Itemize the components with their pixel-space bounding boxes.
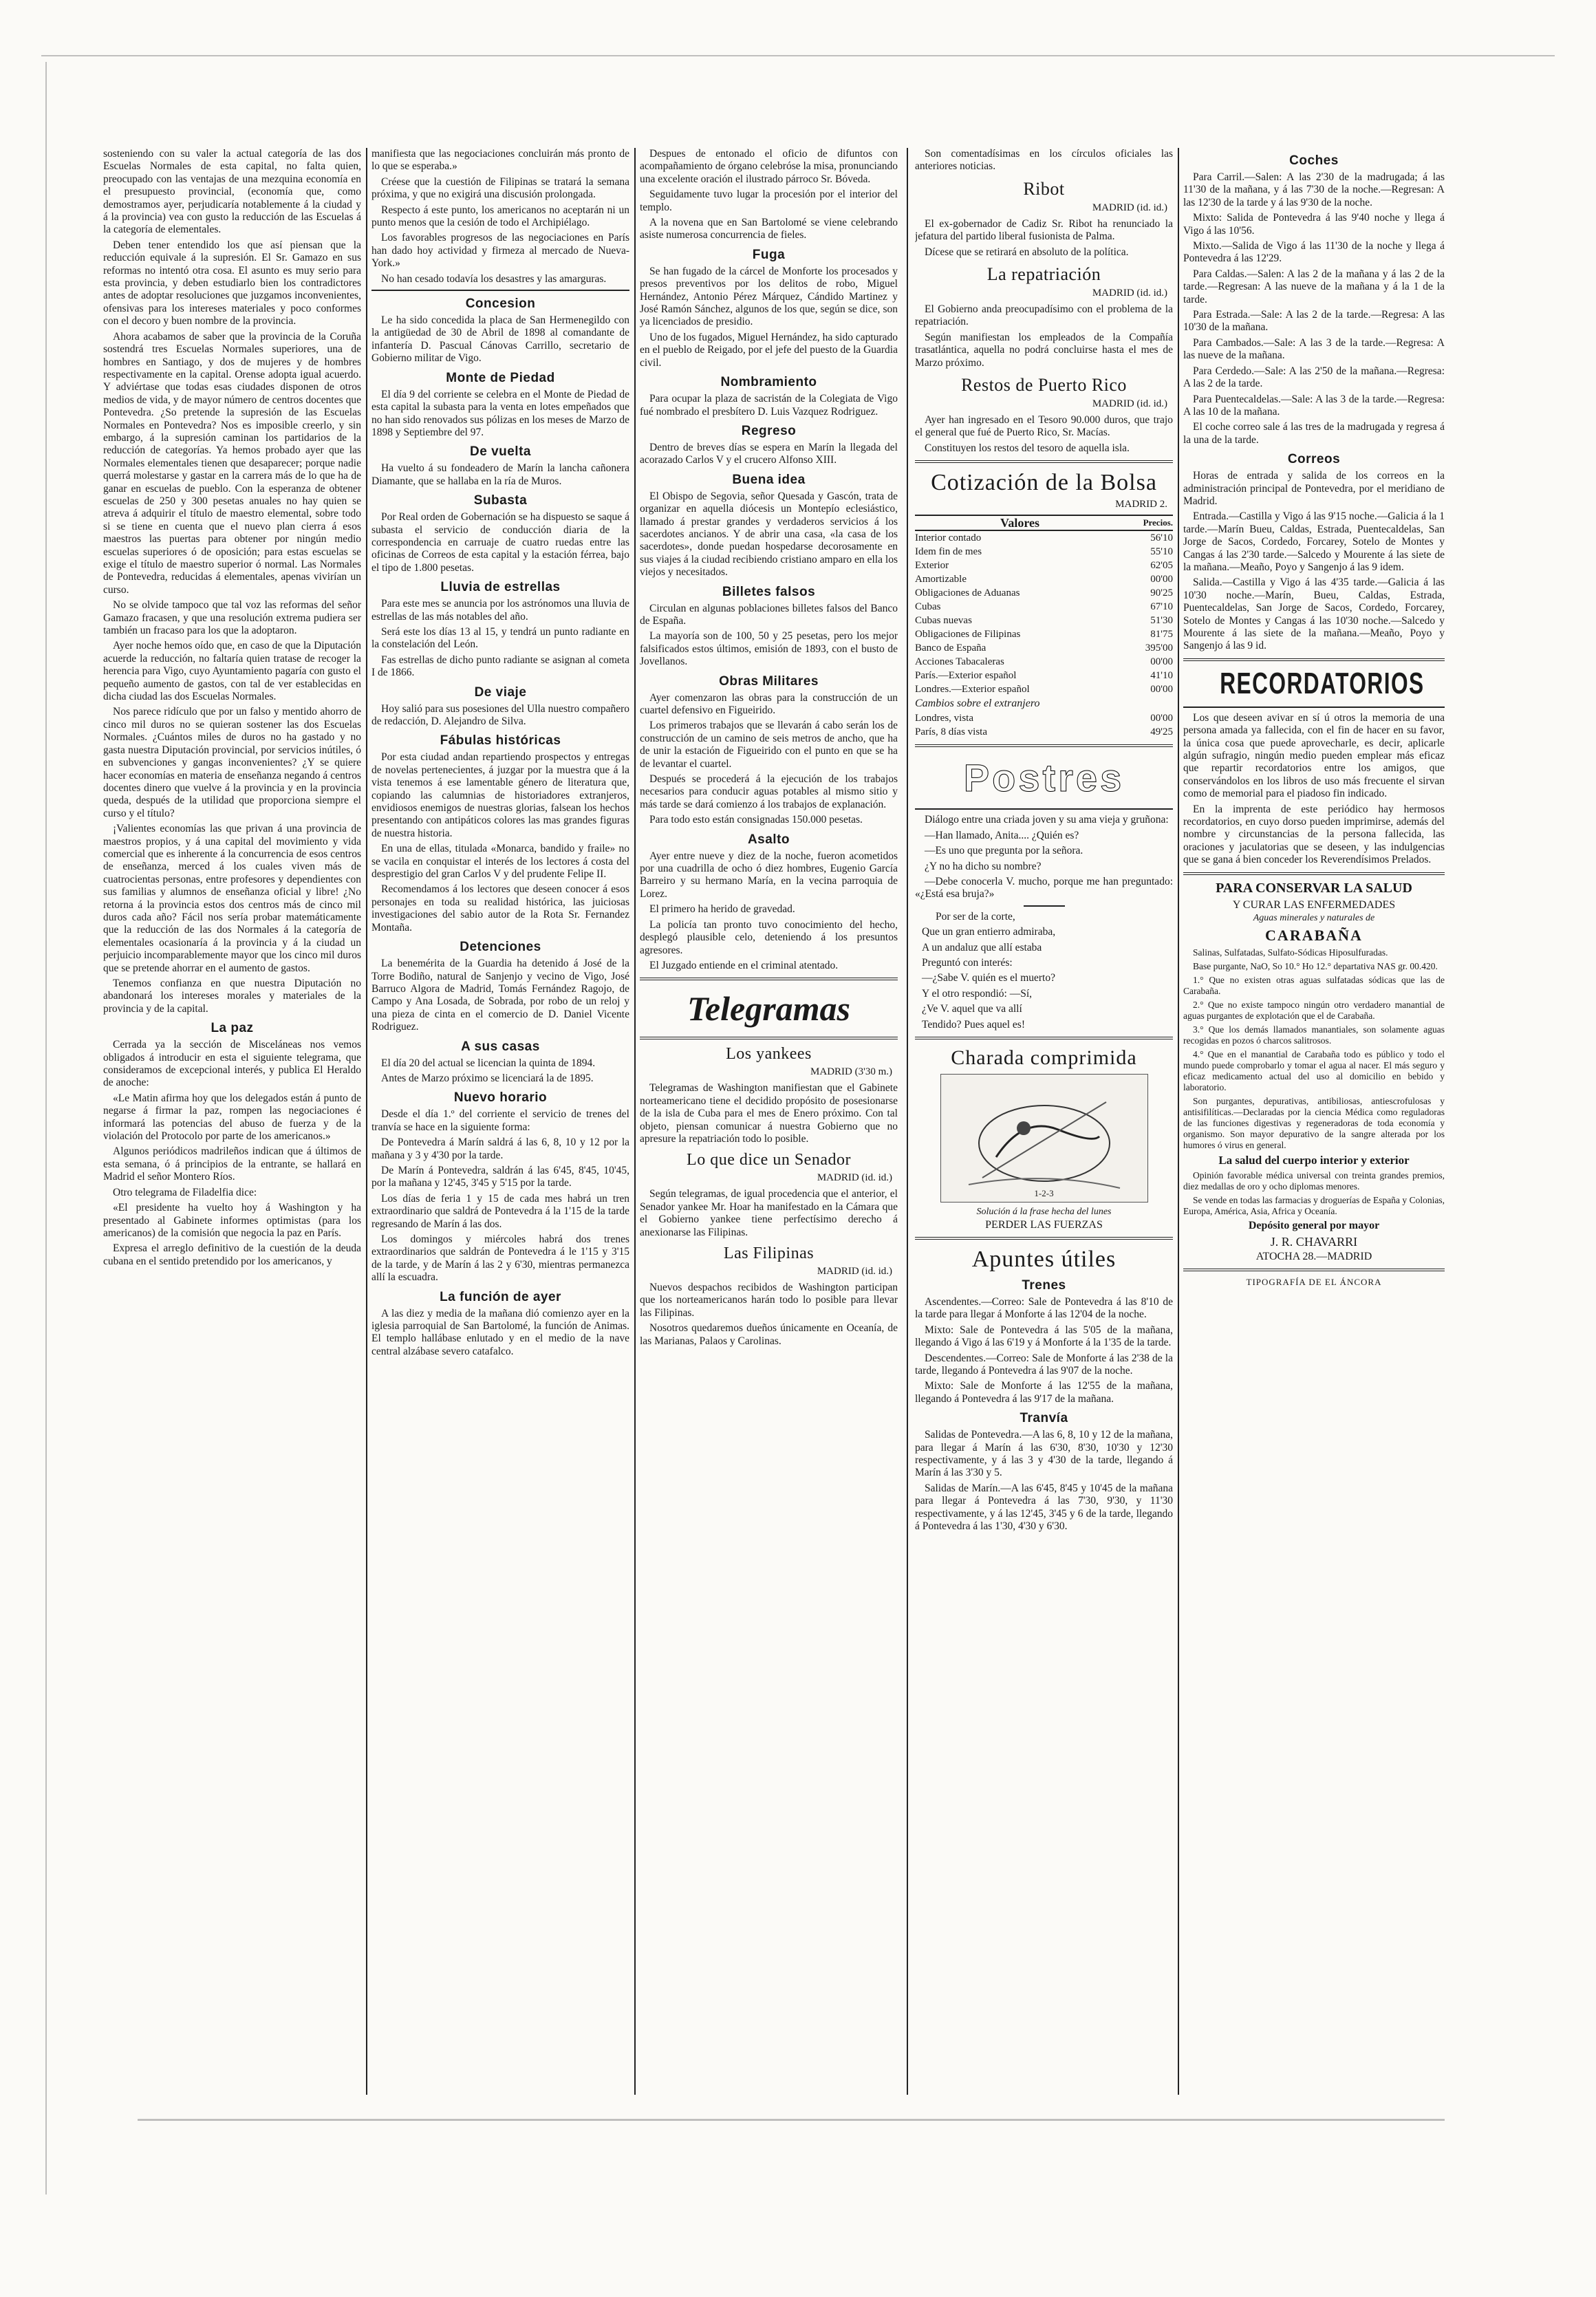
paragraph: sosteniendo con su valer la actual categoría de las dos Escuelas Normales de esta capital, no falta quien, preocupado con las ventajas de una mezquina economía en el presupuesto provincial, (economía que, como demostramos ayer, perjudicaría notablemente á la ciudad y á la provincia) vea con gusto la reducción de las Escuelas á la categoría de elementales. (103, 148, 361, 236)
telegramas-banner: Telegramas (687, 989, 851, 1028)
verse-line: Por ser de la corte, (936, 910, 1015, 923)
paragraph: En una de ellas, titulada «Monarca, bandido y fraile» no se vacila en conquistar el interés de los lectores á costa del desprestigio del gran Carlos V y del prudente Felipe II. (371, 843, 629, 881)
paragraph: Fas estrellas de dicho punto radiante se asignan al cometa I de 1866. (371, 654, 629, 679)
paragraph: Seguidamente tuvo lugar la procesión por el interior del templo. (640, 188, 898, 213)
section-heading: Las Filipinas (723, 1244, 815, 1262)
paragraph: Ayer han ingresado en el Tesoro 90.000 duros, que trajo el general que fué de Puerto Rico, Sr. Macías. (915, 414, 1173, 439)
paragraph: Para Cambados.—Sale: A las 3 de la tarde.—Regresa: A las nueve de la mañana. (1183, 336, 1445, 362)
section-heading: Correos (1287, 452, 1341, 467)
paragraph: No se olvide tampoco que tal voz las reformas del señor Gamazo fracasen, y que una resolución extrema pudiera ser también un fracaso para los que la adoptaron. (103, 599, 361, 637)
section-heading: Restos de Puerto Rico (961, 375, 1127, 396)
table-row (915, 600, 1173, 614)
table-row (915, 725, 1173, 739)
column-rule-2 (634, 148, 636, 2095)
divider (1183, 658, 1445, 661)
paragraph: En la imprenta de este periódico hay hermosos recordatorios, en cuyo dorso pueden imprimirse, además del nombre y circunstancias de la persona fallecida, las oraciones y jaculatorias que se deseen, y las indulgencias que se gana á bien conceder los Reverendísimos Prelados. (1183, 803, 1445, 866)
section-heading: Subasta (473, 493, 528, 508)
dateline: MADRID (id. id.) (1092, 202, 1167, 213)
paragraph: El primero ha herido de gravedad. (649, 903, 795, 916)
paragraph: 4.° Que en el manantial de Carabaña todo es público y todo el mundo puede comprobarlo y tomar el agua al nacer. El más seguro y eficaz medicamento actual del uso al domicilio en bebido y laboratorio. (1183, 1048, 1445, 1092)
column-rule-3 (907, 148, 908, 2095)
paragraph: De Pontevedra á Marín saldrá á las 6, 8, 10 y 12 por la mañana y 3 y 4'30 por la tarde. (371, 1136, 629, 1161)
valores-body (915, 530, 1173, 696)
dateline: MADRID (3'30 m.) (810, 1066, 892, 1078)
verse-line: Tendido? Pues aquel es! (922, 1018, 1025, 1031)
paragraph: Descendentes.—Correo: Sale de Monforte á las 2'38 de la tarde, llegando á Pontevedra á las 9'07 de la noche. (915, 1352, 1173, 1377)
paragraph: Para Puentecaldelas.—Sale: A las 3 de la tarde.—Regresa: A las 10 de la mañana. (1183, 393, 1445, 418)
value-price: 41'10 (1150, 670, 1173, 682)
postres-banner: Postres (963, 756, 1125, 800)
table-row (915, 627, 1173, 641)
paragraph: Según telegramas, de igual procedencia que el anterior, el Senador yankee Mr. Hoar ha manifestado en la Cámara que el Gobierno yankee tiene perfectísimo derecho á anexionarse las Filipinas. (640, 1188, 898, 1238)
paragraph: Se han fugado de la cárcel de Monforte los procesados y presos preventivos por los delitos de robo, Miguel Hernández, Antonio Pérez Márquez, Cándido Martinez y José Ramón Sánchez, algunos de los que, según se dice, son ya licenciados de presidio. (640, 265, 898, 328)
paragraph: Recomendamos á los lectores que deseen conocer á esos personajes en toda su realidad histórica, las juiciosas investigaciones del sabio autor de la Rota Sr. Fernandez Montaña. (371, 883, 629, 934)
salud-heading: PARA CONSERVAR LA SALUD (1216, 880, 1412, 896)
paragraph: Para ocupar la plaza de sacristán de la Colegiata de Vigo fué nombrado el presbítero D. Luis Vazquez Rodriguez. (640, 393, 898, 418)
carabana-heading: CARABAÑA (1265, 926, 1363, 944)
verse-line: —¿Sabe V. quién es el muerto? (922, 972, 1055, 984)
paragraph: Nos parece ridículo que por un falso y mentido ahorro de cinco mil duros no se quieran sostener las dos Escuelas Normales. ¿Cuántos miles de duros no ha gastado y no gasta nuestra Diputación provincial, por servicios inútiles, ó en subvenciones y gangas inconvenientes? ¿Y se quiere hacer economías en materia de enseñanza negando á centros docentes dinero que vuelve á la provincia y en la provincia queda, después de la utilidad que proporciona siempre el curso y el título? (103, 706, 361, 819)
verse-line: Y el otro respondió: —Sí, (922, 987, 1033, 1000)
table-row (915, 669, 1173, 682)
divider (915, 808, 1173, 810)
column-rule-1 (366, 148, 367, 2095)
paragraph: Nosotros quedaremos dueños únicamente en Oceanía, de las Marianas, Palaos y Carolinas. (640, 1322, 898, 1347)
paragraph: Constituyen los restos del tesoro de aquella isla. (925, 442, 1130, 454)
section-heading: Regreso (741, 423, 797, 438)
paragraph: Mixto: Salida de Pontevedra á las 9'40 noche y llega á Vigo á las 10'56. (1183, 212, 1445, 237)
table-header-row (915, 515, 1173, 530)
column-4 (915, 148, 1173, 2102)
paragraph: —Es uno que pregunta por la señora. (925, 845, 1083, 857)
paragraph: Circulan en algunas poblaciones billetes falsos del Banco de España. (640, 602, 898, 627)
table-row (915, 614, 1173, 627)
value-price: 55'10 (1150, 546, 1173, 558)
paragraph: Ahora acabamos de saber que la provincia de la Coruña sostendrá tres Escuelas Normales superiores, una de hombres en Santiago, y dos de mujeres y de hombres respectivamente en la capital. Orense adopta igual acuerdo. Y adviértase que todas esas ciudades disponen de otros medios de vida, y de mayor número de centros docentes que Pontevedra. ¿So pretende la supresión de las Escuelas Normales en Pontevedra? Nos es imposible creerlo, y sin embargo, á la supresión caminan los partidarios de la reducción de categorías. Ya hemos probado ayer que las Normales elementales tienen que desaparecer; porque nadie querrá molestarse y gastar en la carrera más de lo que ha de ganar en escuelas de pueblo. Con la esperanza de obtener escuelas de 250 y 300 pesetas anuales no hay quien se atreva á adquirir el título de maestro elemental, sobre todo si se tiene en cuenta que el nuevo plan cierra á esos maestros las puertas para obtener por ningún medio escuelas superiores ó de oposición; para estas escuelas se exige el título de maestro superior ó normal. Las Normales de Pontevedra, reducidas á elementales, apenas vivirían un curso. (103, 330, 361, 596)
section-heading: Monte de Piedad (446, 370, 555, 385)
table-row (915, 641, 1173, 655)
cambios-heading: Cambios sobre el extranjero (915, 698, 1040, 710)
value-price: 56'10 (1150, 532, 1173, 544)
section-heading: Fábulas históricas (440, 733, 561, 748)
table-row (915, 530, 1173, 545)
value-name: Idem fin de mes (915, 546, 982, 558)
paragraph: Los domingos y miércoles habrá dos trenes extraordinarios que saldrán de Pontevedra á le 1'15 y 3'15 de la tarde, y de Marín á las 2 y 6'30, mientras permanezca allí la escuadra. (371, 1233, 629, 1284)
paragraph: Mixto.—Salida de Vigo á las 11'30 de la noche y llega á Pontevedra á las 12'29. (1183, 240, 1445, 265)
column-5 (1183, 148, 1445, 2102)
divider (1183, 707, 1445, 708)
paragraph: Dícese que se retirará en absoluto de la política. (925, 246, 1129, 258)
paragraph: Le ha sido concedida la placa de San Hermenegildo con la antigüedad de 30 de Abril de 1898 al comandante de infantería D. Pascual Cánovas Carrillo, secretario de Gobierno militar de Vigo. (371, 314, 629, 365)
divider (915, 460, 1173, 463)
paragraph: Telegramas de Washington manifiestan que el Gabinete norteamericano tiene el decidido propósito de posesionarse de la isla de Cuba para el mes de Enero próximo. Con tal objeto, piensan comunicar á nuestra Gobierno que no apresure la repatriación todo lo posible. (640, 1082, 898, 1145)
paragraph: ¡Valientes economías las que privan á una provincia de maestros propios, y á una capital del movimiento y vida comercial que es inherente á la concurrencia de esos centros de enseñanza, merced á los cuales viven más de cuatrocientas personas, entre profesores y dependientes con sus familias y alumnos de enseñanza oficial y libre! ¿No retorna á la provincia estos dos centros más de cinco mil duros cada año? Fácil nos sería probar matemáticamente que la reducción de las dos Normales á la categoría de elementales ocasionaría á la provincia y á la ciudad un perjuicio incomparablemente mayor que los cinco mil duros que se pretende ahorrar en el aumento de gastos. (103, 823, 361, 974)
atocha-line: ATOCHA 28.—MADRID (1255, 1250, 1372, 1262)
paragraph: Para todo esto están consignadas 150.000 pesetas. (649, 814, 863, 826)
section-heading: Asalto (747, 832, 790, 847)
value-name: Londres, vista (915, 713, 973, 724)
divider (371, 290, 629, 291)
paragraph: Deben tener entendido los que así piensan que la reducción equivale á la supresión. El Sr. Gamazo en sus reformas no intentó otra cosa. El asunto es muy serio para esta provincia, y deben estudiarlo bien los contradictores antes de adoptar resoluciones que juzgamos inconvenientes, ofensivas para los intereses materiales y poco conformes con el decoro y buen nombre de la provincia. (103, 239, 361, 327)
paragraph: El día 9 del corriente se celebra en el Monte de Piedad de esta capital la subasta para la venta en lotes empeñados que no han sido renovados sus pólizas en los meses de Marzo de 1898 y Septiembre del 97. (371, 388, 629, 438)
paragraph: Desde el día 1.º del corriente el servicio de trenes del tranvía se hace en la siguiente forma: (371, 1108, 629, 1133)
paragraph: La policía tan pronto tuvo conocimiento del hecho, desplegó plausible celo, deteniendo á los presuntos agresores. (640, 918, 898, 956)
value-price: 00'00 (1150, 713, 1173, 724)
table-row (915, 655, 1173, 669)
paragraph: —Han llamado, Anita.... ¿Quién es? (925, 829, 1079, 841)
section-heading: Detenciones (460, 940, 541, 955)
printer-imprint: TIPOGRAFÍA DE EL ÁNCORA (1246, 1276, 1382, 1287)
section-heading: Buena idea (732, 472, 806, 487)
paragraph: Cerrada ya la sección de Misceláneas nos vemos obligados á introducir en esta el siguiente telegrama, que consideramos de excepcional interés, y publica El Heraldo de anoche: (103, 1039, 361, 1089)
dateline: MADRID (id. id.) (1092, 288, 1167, 299)
divider (915, 1037, 1173, 1039)
paragraph: Otro telegrama de Filadelfia dice: (113, 1186, 257, 1198)
scan-bottom-edge (138, 2119, 1445, 2121)
paragraph: Horas de entrada y salida de los correos en la administración principal de Pontevedra, por el meridiano de Madrid. (1183, 470, 1445, 507)
salud-subheading: Y CURAR LAS ENFERMEDADES (1232, 898, 1396, 911)
paragraph: El Juzgado entiende en el criminal atentado. (649, 959, 839, 971)
value-price: 67'10 (1150, 601, 1173, 613)
paragraph: El coche correo sale á las tres de la madrugada y regresa á la una de la tarde. (1183, 421, 1445, 446)
column-1 (103, 148, 361, 2102)
value-name: París.—Exterior español (915, 670, 1017, 682)
value-price: 90'25 (1150, 587, 1173, 599)
value-name: Acciones Tabacaleras (915, 656, 1004, 668)
section-heading: Nombramiento (720, 375, 817, 390)
scan-top-edge (41, 55, 1555, 56)
dateline: MADRID 2. (1115, 499, 1167, 510)
value-name: Interior contado (915, 532, 982, 544)
section-heading: Tranvía (1020, 1411, 1068, 1426)
paragraph: Uno de los fugados, Miguel Hernández, ha sido capturado en el pueblo de Reigado, por el jefe del puesto de la Guardia civil. (640, 331, 898, 369)
paragraph: Después se procederá á la ejecución de los trabajos necesarios para conducir aguas potables al mismo sitio y más tarde se dará comienzo á los trabajos de explanación. (640, 773, 898, 810)
value-name: Banco de España (915, 643, 986, 654)
paragraph: Base purgante, NaO, So 10.° Ho 12.° departativa NAS gr. 00.420. (1193, 960, 1438, 971)
value-name: Obligaciones de Filipinas (915, 629, 1021, 640)
paragraph: Para Carril.—Salen: A las 2'30 de la madrugada; á las 11'30 de la mañana, y á las 7'30 de la noche.—Regresan: A las 12'30 de la tarde y á las 9'30 de la noche. (1183, 171, 1445, 208)
column-3 (640, 148, 898, 2102)
paragraph: Será este los días 13 al 15, y tendrá un punto radiante en la constelación del León. (371, 625, 629, 651)
paragraph: Entrada.—Castilla y Vigo á las 9'15 noche.—Galicia á la 1 tarde.—Marín Bueu, Caldas, Estrada, Puentecaldelas, San Jorge de Sacos, Cordedo, Forcarey, Sotelo de Montes y Cangas á las 2'30 tarde.—Salcedo y Mourente á las siete de la mañana.—Meaño, Poyo y Sangenjo á las 9 idem. (1183, 510, 1445, 573)
deposito-line: Depósito general por mayor (1248, 1219, 1380, 1231)
section-heading: Billetes falsos (722, 584, 816, 599)
value-name: Londres.—Exterior español (915, 684, 1030, 695)
table-row (915, 682, 1173, 696)
paragraph: Ayer noche hemos oído que, en caso de que la Diputación acuerde la reducción, no faltaría quien tratase de recoger la herencia para Vigo, cuyo Ayuntamiento pagaría con gusto el pequeño aumento de gastos, con tal de ver establecidas en dicha ciudad las dos Escuelas Normales. (103, 640, 361, 703)
table-row (915, 559, 1173, 572)
hunter-illustration-icon (941, 1075, 1147, 1202)
paragraph: Salidas de Pontevedra.—A las 6, 8, 10 y 12 de la mañana, para llegar á Marín á las 6'30, 8'30, 10'30 y 12'30 respectivamente, y á las 3 y 4'30 de la tarde, llegando á Marín á las 3'30 y 5. (915, 1429, 1173, 1479)
value-name: Obligaciones de Aduanas (915, 587, 1020, 599)
divider (640, 1037, 898, 1039)
paragraph: Dentro de breves días se espera en Marín la llegada del acorazado Carlos V y el crucero Alfonso XIII. (640, 441, 898, 466)
paragraph: La mayoría son de 100, 50 y 25 pesetas, pero los mejor falsificados estos últimos, emisión de 1893, con el busto de Jovellanos. (640, 630, 898, 668)
paragraph: Para Cerdedo.—Sale: A las 2'50 de la mañana.—Regresa: A las 2 de la tarde. (1183, 365, 1445, 390)
paragraph: La benemérita de la Guardia ha detenido á José de la Torre Bodiño, natural de Sanjenjo y vecino de Vigo, José Barruco Algora de Madrid, Tomás Fernández Ragojo, de Campo y Ana Losada, de Sobrada, por robo de un reloj y una pieza de cinta en el comercio de D. Daniel Vicente Rodriguez. (371, 958, 629, 1033)
section-heading: Trenes (1022, 1277, 1066, 1293)
divider (1183, 872, 1445, 875)
paragraph: El día 20 del actual se licencian la quinta de 1894. (381, 1057, 596, 1069)
paragraph: Los favorables progresos de las negociaciones en París han dado hoy actividad y firmeza al mercado de Nueva-York.» (371, 232, 629, 270)
paragraph: Para Caldas.—Salen: A las 2 de la mañana y á las 2 de la tarde.—Regresan: A las nueve de la mañana y á la 1 de la tarde. (1183, 268, 1445, 305)
column-rule-4 (1178, 148, 1179, 2095)
paragraph: «El presidente ha vuelto hoy á Washington y ha presentado al Gabinete informes optimistas (para los americanos) de la comisión que negocia la paz en París. (103, 1202, 361, 1239)
paragraph: Antes de Marzo próximo se licenciará la de 1895. (381, 1072, 594, 1084)
paragraph: Los que deseen avivar en sí ú otros la memoria de una persona amada ya fallecida, con el fin de hacer en su favor, la única cosa que puede aprovecharle, es decir, aplicarle algún sufragio, ningún medio pueden emplear más eficaz que repartir recordatorios entre los amigos, que conservándolos en los libros de uso más frecuente el sirvan como de memorial para el piadoso fin indicado. (1183, 711, 1445, 800)
table-row (915, 711, 1173, 725)
paragraph: De Marín á Pontevedra, saldrán á las 6'45, 8'45, 10'45, por la mañana y 12'45, 3'45 y 5'15 por la tarde. (371, 1164, 629, 1189)
value-name: Cubas nuevas (915, 615, 972, 627)
charada-caption: Solución á la frase hecha del lunes (976, 1206, 1112, 1217)
paragraph: —Debe conocerla V. mucho, porque me han preguntado: «¿Está esa bruja?» (915, 875, 1173, 901)
value-price: 00'00 (1150, 574, 1173, 585)
divider (1024, 905, 1065, 907)
valores-header: Valores (915, 515, 1125, 530)
charada-illustration (940, 1074, 1148, 1203)
value-name: Exterior (915, 560, 949, 572)
value-name: París, 8 días vista (915, 726, 987, 738)
value-price: 49'25 (1150, 726, 1173, 738)
section-heading: De viaje (474, 684, 527, 700)
paragraph: Son purgantes, depurativas, antibiliosas, antiescrofulosas y antisifilíticas.—Declaradas por la ciencia Médica como reguladoras de las funciones digestivas y regeneradoras de toda economía y organismo. Son mayor depurativo de la sangre alterada por los humores ó virus en general. (1183, 1095, 1445, 1150)
value-price: 00'00 (1150, 656, 1173, 668)
paragraph: Salidas de Marín.—A las 6'45, 8'45 y 10'45 de la mañana para llegar á Pontevedra á las 7'30, 9'30, y 11'30 respectivamente, y á las 12'45, 3'45 y 6 de la tarde, llegando á Pontevedra á las 1'30, 4'30 y 6'30. (915, 1482, 1173, 1533)
value-price: 395'00 (1145, 643, 1173, 654)
value-price: 51'30 (1150, 615, 1173, 627)
paragraph: A la novena que en San Bartolomé se viene celebrando asiste numerosa concurrencia de fieles. (640, 217, 898, 241)
paragraph: Para este mes se anuncia por los astrónomos una lluvia de estrellas de las más notables del año. (371, 598, 629, 623)
paragraph: Créese que la cuestión de Filipinas se tratará la semana próxima, y que no exigirá una discusión prolongada. (371, 175, 629, 201)
paragraph: 1.° Que no existen otras aguas sulfatadas sódicas que las de Carabaña. (1183, 974, 1445, 996)
paragraph: Expresa el arreglo definitivo de la cuestión de la deuda cubana en el sentido pretendido por los americanos, y (103, 1242, 361, 1267)
paragraph: Nuevos despachos recibidos de Washington participan que los norteamericanos harán todo lo posible para llevar las Filipinas. (640, 1281, 898, 1319)
section-heading: Lluvia de estrellas (440, 580, 561, 595)
table-row (915, 586, 1173, 600)
section-heading: De vuelta (470, 444, 531, 460)
charada-heading: Charada comprimida (951, 1046, 1137, 1069)
divider (1183, 1269, 1445, 1271)
paragraph: Mixto: Sale de Monforte á las 12'55 de la mañana, llegando á Pontevedra á las 9'17 de la mañana. (915, 1380, 1173, 1405)
paragraph: Opinión favorable médica universal con treinta grandes premios, diez medallas de oro y ocho diplomas menores. (1183, 1169, 1445, 1191)
section-heading: Obras Militares (719, 673, 819, 689)
value-price: 62'05 (1150, 560, 1173, 572)
paragraph: 2.° Que no existe tampoco ningún otro verdadero manantial de aguas purgantes de explotación que el de Carabaña. (1183, 999, 1445, 1021)
paragraph: Los días de feria 1 y 15 de cada mes habrá un tren extraordinario que saldrá de Pontevedra á la 1'15 de la tarde regresando de Marín á las dos. (371, 1192, 629, 1230)
paragraph: Hoy salió para sus posesiones del Ulla nuestro compañero de redacción, D. Alejandro de Silva. (371, 702, 629, 727)
paragraph: Según manifiestan los empleados de la Compañía trasatlántica, aquella no podrá concluirse hasta el mes de Marzo próximo. (915, 331, 1173, 369)
paragraph: El ex-gobernador de Cadiz Sr. Ribot ha renunciado la jefatura del partido liberal fusionista de Palma. (915, 217, 1173, 243)
paragraph: Salinas, Sulfatadas, Sulfato-Sódicas Hiposulfuradas. (1193, 947, 1388, 958)
section-heading: La paz (211, 1021, 254, 1036)
section-heading: Nuevo horario (453, 1090, 548, 1106)
apuntes-heading: Apuntes útiles (971, 1246, 1117, 1272)
value-name: Cubas (915, 601, 941, 613)
paragraph: Salida.—Castilla y Vigo á las 4'35 tarde.—Galicia á las 10'30 noche.—Marín, Bueu, Caldas, Estrada, Puentecaldelas, San Jorge de Sacos, Cordedo, Forcarey, Sotelo de Montes y Cangas á las 10'30 noche.—Salcedo y Mourente á las siete de la mañana.—Meaño, Poyo y Sangenjo á las 9 id. (1183, 576, 1445, 652)
paragraph: Por Real orden de Gobernación se ha dispuesto se saque á subasta el servicio de conducción diaria de la correspondencia en carruaje de cuatro ruedas entre las oficinas de Correos de esta capital y la estación férrea, bajo el tipo de 1.800 pesetas. (371, 511, 629, 574)
paragraph: Ayer entre nueve y diez de la noche, fueron acometidos por una cuadrilla de ocho ó diez hombres, Eugenio García Barreiro y su hermano María, en la vecina parroquia de Lorez. (640, 850, 898, 900)
section-heading: Los yankees (726, 1045, 812, 1064)
paragraph: No han cesado todavía los desastres y las amarguras. (381, 272, 607, 285)
dateline: MADRID (id. id.) (817, 1265, 892, 1277)
salud-tagline: La salud del cuerpo interior y exterior (1218, 1153, 1410, 1167)
paragraph: Se vende en todas las farmacias y droguerías de España y Colonias, Europa, América, Asia, Africa y Oceanía. (1183, 1194, 1445, 1216)
paragraph: Por esta ciudad andan repartiendo prospectos y entregas de novelas pertenecientes, á juzgar por la muestra que á la vista tenemos á ese lamentable género de literatura que, copiando las calumnias de historiadores extranjeros, envidiosos enemigos de nuestras glorias, falsean los hechos presentando con antipáticos colores las mas grandes figuras de nuestra historia. (371, 751, 629, 839)
section-heading: A sus casas (461, 1039, 540, 1054)
paragraph: A las diez y media de la mañana dió comienzo ayer en la iglesia parroquial de San Bartolomé, la función de Animas. El templo hallábase enlutado y en el medio de la nave central alzábase severo catafalco. (371, 1307, 629, 1357)
bolsa-table (915, 515, 1173, 696)
charada-numbers: 1-2-3 (1034, 1187, 1054, 1198)
section-heading: Ribot (1023, 178, 1065, 199)
paragraph: Tenemos confianza en que nuestra Diputación no abandonará los intereses morales y materiales de la provincia y de la capital. (103, 978, 361, 1015)
divider (915, 744, 1173, 747)
paragraph: Son comentadísimas en los círculos oficiales las anteriores noticias. (915, 148, 1173, 173)
verse-line: Preguntó con interés: (922, 956, 1013, 969)
dateline: MADRID (id. id.) (817, 1172, 892, 1184)
divider (915, 1237, 1173, 1240)
section-heading: Concesion (465, 296, 536, 312)
paragraph: manifiesta que las negociaciones concluirán más pronto de lo que se esperaba.» (371, 148, 629, 173)
paragraph: Ascendentes.—Correo: Sale de Pontevedra á las 8'10 de la tarde para llegar á Monforte á las 12'04 de la noche. (915, 1295, 1173, 1321)
verse-line: A un andaluz que allí estaba (922, 941, 1042, 953)
aguas-line: Aguas minerales y naturales de (1253, 912, 1375, 923)
table-row (915, 572, 1173, 586)
paragraph: Despues de entonado el oficio de difuntos con acompañamiento de órgano celebróse la misa, pronunciando una excelente oración el ilustrado párroco Sr. Bóveda. (640, 148, 898, 185)
paragraph: «Le Matin afirma hoy que los delegados están á punto de negarse á firmar la paz, rompen las negociaciones é informará las potencias del abuso de fuerza y de la violación del Protocolo por parte de los americanos.» (103, 1092, 361, 1143)
section-heading: Coches (1289, 153, 1339, 168)
paragraph: Respecto á este punto, los americanos no aceptarán ni un punto menos que la cesión de todo el Archipiélago. (371, 204, 629, 229)
paragraph: Mixto: Sale de Pontevedra á las 5'05 de la mañana, llegando á Vigo á las 6'19 y á Monforte á la 1'35 de la tarde. (915, 1324, 1173, 1349)
paragraph: Ayer comenzaron las obras para la construcción de un cuartel defensivo en Figueirido. (640, 691, 898, 716)
verse-line: ¿Ve V. aquel que va allí (922, 1003, 1022, 1015)
cambios-table (915, 711, 1173, 739)
charada-solution: PERDER LAS FUERZAS (985, 1218, 1103, 1231)
column-2 (371, 148, 629, 2102)
verse-line: Que un gran entierro admiraba, (922, 926, 1056, 938)
scan-left-edge (45, 62, 47, 2194)
section-heading: Lo que dice un Senador (687, 1151, 851, 1169)
section-heading: La función de ayer (440, 1289, 561, 1304)
paragraph: Algunos periódicos madrileños indican que á últimos de esta semana, ó á principios de la entrante, se hallará en Madrid el señor Montero Ríos. (103, 1145, 361, 1183)
chavarri-line: J. R. CHAVARRI (1270, 1234, 1358, 1249)
paragraph: 3.° Que los demás llamados manantiales, son solamente aguas recogidas en pozos ó charcos salitrosos. (1183, 1024, 1445, 1046)
paragraph: Los primeros trabajos que se llevarán á cabo serán los de construcción de un camino de seis metros de ancho, que ha de unir la estación de Figueirido con el punto en que se ha de levantar el cuartel. (640, 720, 898, 770)
dateline: MADRID (id. id.) (1092, 398, 1167, 410)
recordatorios-banner: RECORDATORIOS (1220, 666, 1425, 700)
paragraph: El Obispo de Segovia, señor Quesada y Gascón, trata de organizar en aquella diócesis un Montepío eclesiástico, llamado á prestar grandes y verdaderos servicios á los sacerdotes ancianos. Y de abrir una casa, «la casa de los sacerdotes», donde puedan hospedarse decorosamente en sus viajes á la ciudad recibiendo cristiano amparo en ella los viejos y necesitados. (640, 490, 898, 579)
newspaper-page (103, 148, 1445, 2115)
paragraph: Ha vuelto á su fondeadero de Marín la lancha cañonera Diamante, que se hallaba en la ría de Muros. (371, 462, 629, 487)
divider (640, 978, 898, 980)
paragraph: El Gobierno anda preocupadísimo con el problema de la repatriación. (915, 303, 1173, 328)
table-row (915, 545, 1173, 559)
value-price: 00'00 (1150, 684, 1173, 695)
bolsa-heading: Cotización de la Bolsa (931, 470, 1157, 496)
section-heading: Fuga (752, 247, 786, 262)
paragraph: Diálogo entre una criada joven y su ama vieja y gruñona: (925, 814, 1169, 826)
value-price: 81'75 (1150, 629, 1173, 640)
cambios-body (915, 711, 1173, 739)
value-name: Amortizable (915, 574, 967, 585)
paragraph: Para Estrada.—Sale: A las 2 de la tarde.—Regresa: A las 10'30 de la mañana. (1183, 309, 1445, 334)
section-heading: La repatriación (986, 264, 1101, 285)
paragraph: ¿Y no ha dicho su nombre? (925, 860, 1042, 872)
precios-header: Precios. (1125, 515, 1173, 530)
